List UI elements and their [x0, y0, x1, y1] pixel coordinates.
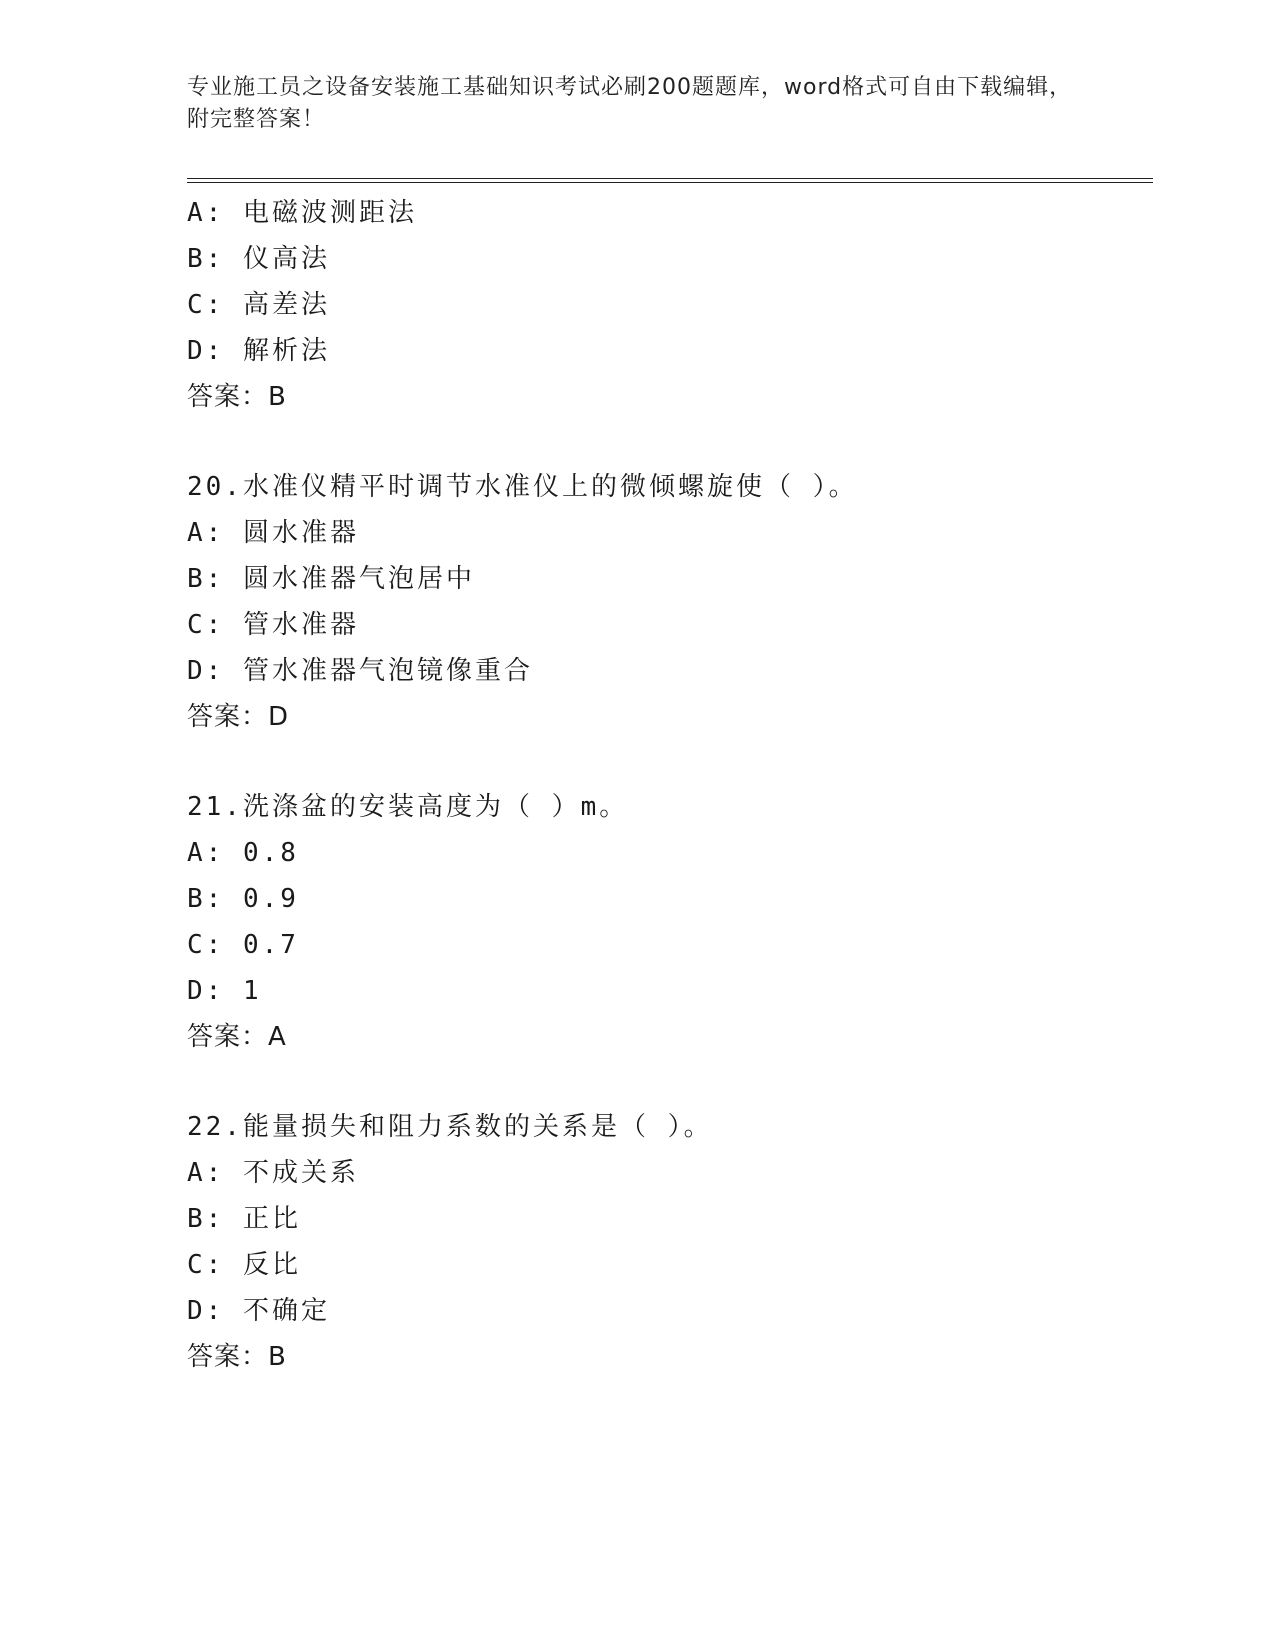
answer-label: 答案：A [187, 1022, 287, 1052]
answer-label: 答案：B [187, 1342, 287, 1372]
answer-label: 答案：D [187, 702, 290, 732]
question-text: 22.能量损失和阻力系数的关系是（ ）。 [187, 1112, 713, 1142]
option-c: C: 反比 [187, 1250, 301, 1280]
option-c: C: 管水准器 [187, 610, 359, 640]
option-a: A: 圆水准器 [187, 518, 359, 548]
option-a: A: 0.8 [187, 838, 299, 868]
option-d: D: 1 [187, 976, 262, 1006]
question-list [187, 190, 1147, 1380]
option-c: C: 高差法 [187, 290, 330, 320]
option-b: B: 0.9 [187, 884, 299, 914]
option-b: B: 正比 [187, 1204, 301, 1234]
header-divider-bottom [187, 182, 1153, 183]
question-block-20 [187, 464, 1147, 740]
question-text: 20.水准仪精平时调节水准仪上的微倾螺旋使（ ）。 [187, 472, 858, 502]
option-d: D: 管水准器气泡镜像重合 [187, 656, 533, 686]
option-d: D: 不确定 [187, 1296, 330, 1326]
header-divider-top [187, 178, 1153, 179]
question-text: 21.洗涤盆的安装高度为（ ）m。 [187, 792, 629, 822]
option-a: A: 不成关系 [187, 1158, 359, 1188]
option-b: B: 仪高法 [187, 244, 330, 274]
answer-label: 答案：B [187, 382, 287, 412]
document-header: 专业施工员之设备安装施工基础知识考试必刷200题题库，word格式可自由下载编辑，附完整答案！ [187, 75, 1073, 132]
question-block-21 [187, 784, 1147, 1060]
option-d: D: 解析法 [187, 336, 330, 366]
option-b: B: 圆水准器气泡居中 [187, 564, 475, 594]
question-block-22 [187, 1104, 1147, 1380]
option-c: C: 0.7 [187, 930, 299, 960]
question-block-19 [187, 190, 1147, 420]
option-a: A: 电磁波测距法 [187, 198, 417, 228]
